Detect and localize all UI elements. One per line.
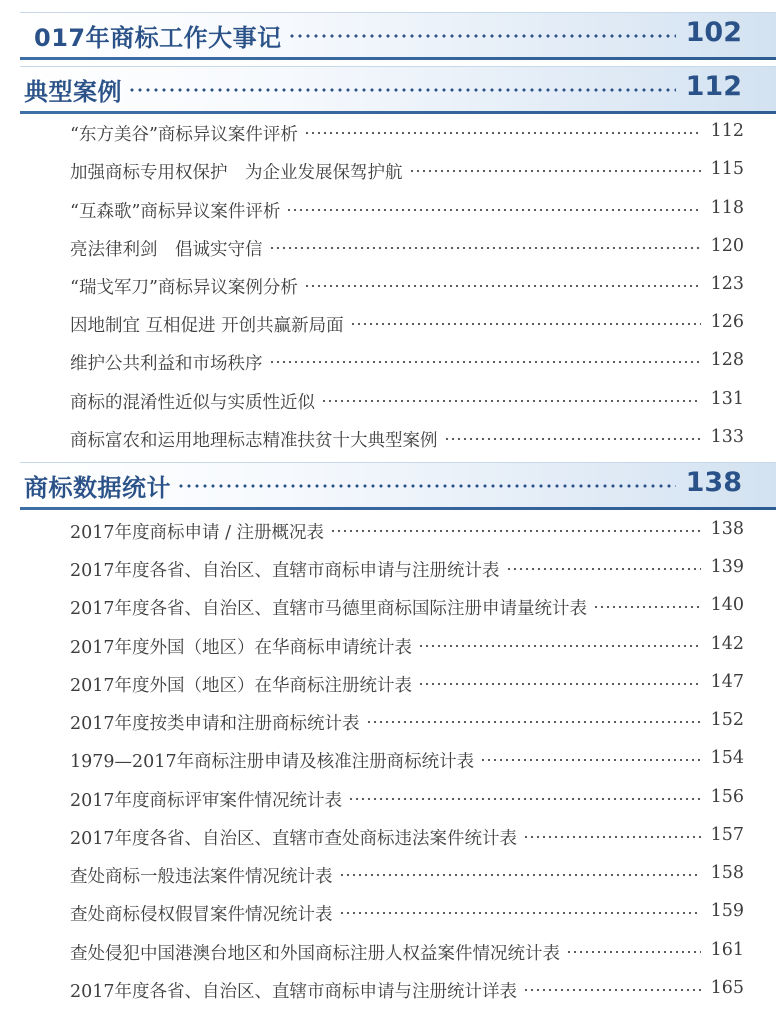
entry-dot-leader xyxy=(444,437,701,441)
entry-title: “瑞戈军刀”商标异议案例分析 xyxy=(70,278,298,298)
toc-entry[interactable] xyxy=(70,859,744,889)
toc-entry[interactable] xyxy=(70,385,744,415)
section-rule xyxy=(20,111,776,114)
toc-entry[interactable] xyxy=(70,668,744,698)
toc-entry[interactable] xyxy=(70,553,744,583)
entry-title: 2017年度外国（地区）在华商标注册统计表 xyxy=(70,676,413,696)
entry-page-number: 159 xyxy=(710,901,744,921)
entry-dot-leader xyxy=(566,950,701,954)
toc-entry[interactable] xyxy=(70,308,744,338)
entry-dot-leader xyxy=(523,835,701,839)
entry-dot-leader xyxy=(350,322,701,326)
toc-entry[interactable] xyxy=(70,706,744,736)
section-title: 商标数据统计 xyxy=(24,474,171,502)
toc-entry[interactable] xyxy=(70,974,744,1004)
entry-page-number: 154 xyxy=(710,748,744,768)
toc-section-cases[interactable] xyxy=(20,66,776,111)
section-page-number: 112 xyxy=(685,71,742,102)
entry-title: 2017年度商标评审案件情况统计表 xyxy=(70,791,343,811)
entry-page-number: 139 xyxy=(710,557,744,577)
entry-page-number: 126 xyxy=(710,312,744,332)
toc-entry[interactable] xyxy=(70,346,744,376)
entry-title: 1979—2017年商标注册申请及核准注册商标统计表 xyxy=(70,752,475,772)
section-dot-leader xyxy=(128,88,676,92)
toc-entry[interactable] xyxy=(70,591,744,621)
entry-dot-leader xyxy=(348,797,701,801)
entry-dot-leader xyxy=(304,131,701,135)
section-page-number: 138 xyxy=(685,467,742,498)
entry-title: 2017年度各省、自治区、直辖市商标申请与注册统计详表 xyxy=(70,982,518,1002)
toc-section-events[interactable] xyxy=(20,12,776,57)
entry-page-number: 131 xyxy=(710,389,744,409)
entry-title: 2017年度商标申请 / 注册概况表 xyxy=(70,523,325,543)
entry-dot-leader xyxy=(269,246,701,250)
entry-title: “互森歌”商标异议案件评析 xyxy=(70,202,281,222)
entry-title: 2017年度各省、自治区、直辖市马德里商标国际注册申请量统计表 xyxy=(70,599,588,619)
entry-page-number: 147 xyxy=(710,672,744,692)
section-rule xyxy=(20,507,776,510)
toc-entry[interactable] xyxy=(70,270,744,300)
entry-page-number: 161 xyxy=(710,940,744,960)
entry-page-number: 157 xyxy=(710,825,744,845)
entry-page-number: 152 xyxy=(710,710,744,730)
section-page-number: 102 xyxy=(685,17,742,48)
toc-entry[interactable] xyxy=(70,232,744,262)
entry-dot-leader xyxy=(269,360,701,364)
toc-entry[interactable] xyxy=(70,897,744,927)
entry-page-number: 128 xyxy=(710,350,744,370)
entry-page-number: 123 xyxy=(710,274,744,294)
toc-entry[interactable] xyxy=(70,117,744,147)
entry-dot-leader xyxy=(304,284,701,288)
section-title: 017年商标工作大事记 xyxy=(34,24,282,52)
entry-title: 因地制宜 互相促进 开创共赢新局面 xyxy=(70,316,344,336)
entry-page-number: 156 xyxy=(710,787,744,807)
entry-dot-leader xyxy=(593,605,701,609)
entry-page-number: 140 xyxy=(710,595,744,615)
entry-page-number: 118 xyxy=(710,198,744,218)
section-dot-leader xyxy=(177,484,676,488)
entry-title: 2017年度外国（地区）在华商标申请统计表 xyxy=(70,638,413,658)
toc-entry[interactable] xyxy=(70,515,744,545)
toc-entry[interactable] xyxy=(70,630,744,660)
entry-dot-leader xyxy=(418,644,701,648)
entry-title: “东方美谷”商标异议案件评析 xyxy=(70,125,298,145)
entry-title: 亮法律利剑 倡诚实守信 xyxy=(70,240,263,260)
section-rule xyxy=(20,57,776,60)
entry-dot-leader xyxy=(321,399,701,403)
entry-title: 查处侵犯中国港澳台地区和外国商标注册人权益案件情况统计表 xyxy=(70,944,560,964)
entry-title: 商标的混淆性近似与实质性近似 xyxy=(70,393,315,413)
entry-title: 维护公共利益和市场秩序 xyxy=(70,354,263,374)
entry-page-number: 142 xyxy=(710,634,744,654)
entry-page-number: 120 xyxy=(710,236,744,256)
entry-dot-leader xyxy=(506,567,701,571)
entry-page-number: 158 xyxy=(710,863,744,883)
entry-title: 2017年度各省、自治区、直辖市商标申请与注册统计表 xyxy=(70,561,500,581)
entry-page-number: 138 xyxy=(710,519,744,539)
entry-dot-leader xyxy=(339,873,701,877)
entry-title: 商标富农和运用地理标志精准扶贫十大典型案例 xyxy=(70,431,438,451)
section-title: 典型案例 xyxy=(24,78,122,106)
toc-entry[interactable] xyxy=(70,155,744,185)
entry-page-number: 112 xyxy=(710,121,744,141)
entry-title: 2017年度按类申请和注册商标统计表 xyxy=(70,714,360,734)
toc-entry[interactable] xyxy=(70,744,744,774)
toc-entry[interactable] xyxy=(70,936,744,966)
toc-entry[interactable] xyxy=(70,194,744,224)
entry-dot-leader xyxy=(286,208,700,212)
entry-dot-leader xyxy=(366,720,701,724)
entry-page-number: 133 xyxy=(710,427,744,447)
entry-title: 加强商标专用权保护 为企业发展保驾护航 xyxy=(70,163,403,183)
section-dot-leader xyxy=(288,34,676,38)
entry-title: 查处商标一般违法案件情况统计表 xyxy=(70,867,333,887)
entry-dot-leader xyxy=(330,529,701,533)
entry-dot-leader xyxy=(480,758,701,762)
toc-entry[interactable] xyxy=(70,423,744,453)
entry-page-number: 165 xyxy=(710,978,744,998)
toc-entry[interactable] xyxy=(70,821,744,851)
entry-page-number: 115 xyxy=(710,159,744,179)
entry-title: 查处商标侵权假冒案件情况统计表 xyxy=(70,905,333,925)
entry-title: 2017年度各省、自治区、直辖市查处商标违法案件统计表 xyxy=(70,829,518,849)
entry-dot-leader xyxy=(409,169,701,173)
entry-dot-leader xyxy=(523,988,701,992)
entry-dot-leader xyxy=(339,911,701,915)
toc-section-statistics[interactable] xyxy=(20,462,776,507)
toc-entry[interactable] xyxy=(70,783,744,813)
entry-dot-leader xyxy=(418,682,701,686)
